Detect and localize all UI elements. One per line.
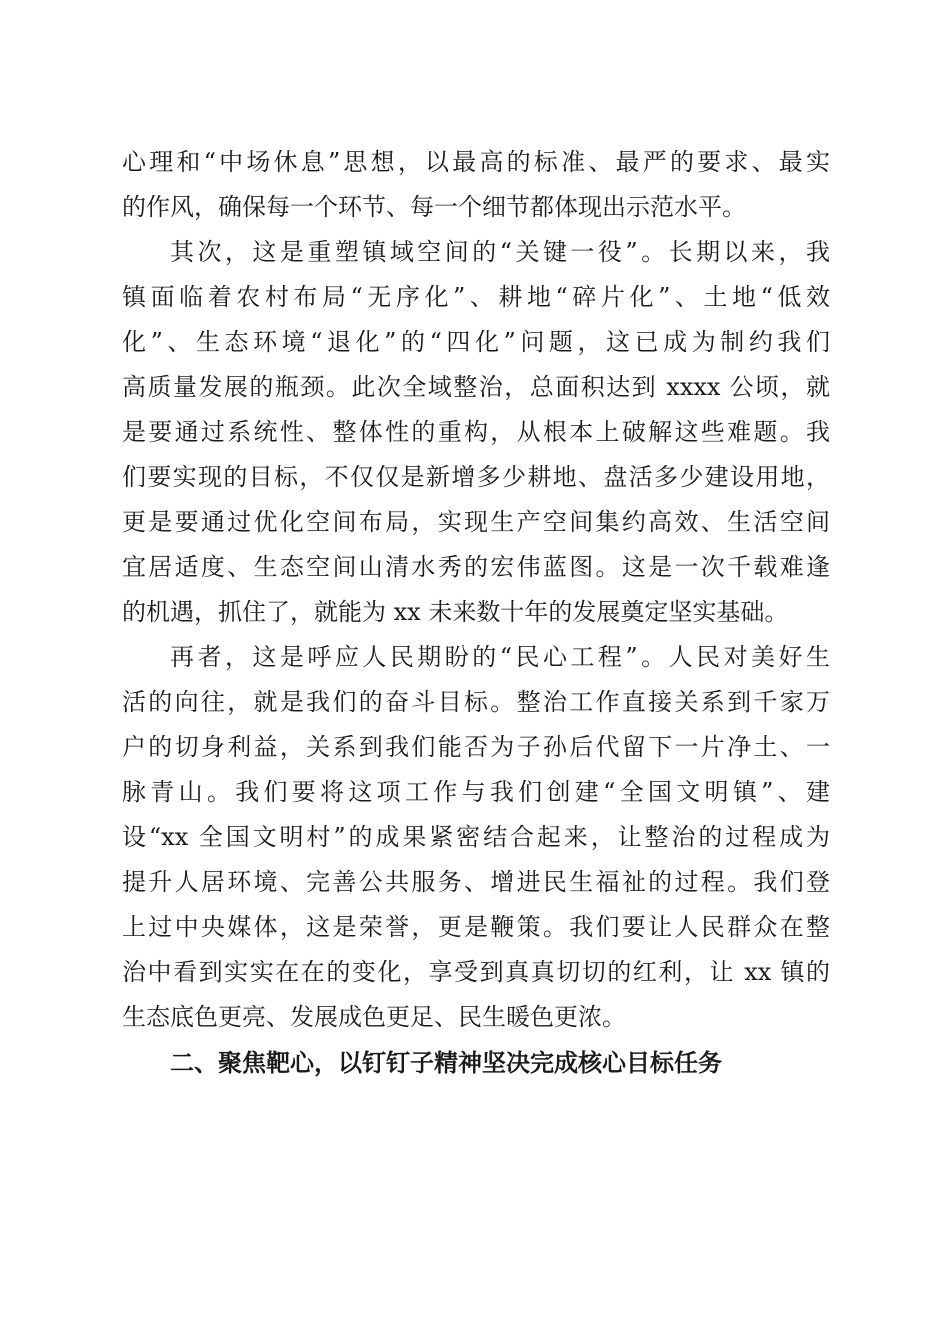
paragraph-3-line-1: 再者，这是呼应人民期盼的“民心工程”。人民对美好生 <box>170 643 830 671</box>
paragraph-2-line-6: 们要实现的目标，不仅仅是新增多少耕地、盘活多少建设用地， <box>122 463 830 491</box>
paragraph-3-line-7: 上过中央媒体，这是荣誉，更是鞭策。我们要让人民群众在整 <box>122 913 830 941</box>
paragraph-2-line-7: 更是要通过优化空间布局，实现生产空间集约高效、生活空间 <box>122 508 830 536</box>
paragraph-1-line-1: 心理和“中场休息”思想，以最高的标准、最严的要求、最实 <box>122 148 830 176</box>
paragraph-3-line-4: 脉青山。我们要将这项工作与我们创建“全国文明镇”、建 <box>122 778 830 806</box>
paragraph-2-line-9: 的机遇，抓住了，就能为 xx 未来数十年的发展奠定坚实基础。 <box>122 598 789 626</box>
paragraph-2-line-3: 化”、生态环境“退化”的“四化”问题，这已成为制约我们 <box>122 328 830 356</box>
paragraph-1-line-2: 的作风，确保每一个环节、每一个细节都体现出示范水平。 <box>122 193 746 221</box>
paragraph-3-line-9: 生态底色更亮、发展成色更足、民生暖色更浓。 <box>122 1003 626 1031</box>
paragraph-2-line-8: 宜居适度、生态空间山清水秀的宏伟蓝图。这是一次千载难逢 <box>122 553 830 581</box>
paragraph-3-line-3: 户的切身利益，关系到我们能否为子孙后代留下一片净土、一 <box>122 733 830 761</box>
paragraph-3-line-5: 设“xx 全国文明村”的成果紧密结合起来，让整治的过程成为 <box>122 823 830 851</box>
paragraph-3-line-6: 提升人居环境、完善公共服务、增进民生福祉的过程。我们登 <box>122 868 830 896</box>
section-heading: 二、聚焦靶心，以钉钉子精神坚决完成核心目标任务 <box>170 1049 722 1077</box>
paragraph-2-line-1: 其次，这是重塑镇域空间的“关键一役”。长期以来，我 <box>170 238 830 266</box>
paragraph-2-line-4: 高质量发展的瓶颈。此次全域整治，总面积达到 xxxx 公顷，就 <box>122 373 830 401</box>
paragraph-2-line-2: 镇面临着农村布局“无序化”、耕地“碎片化”、土地“低效 <box>122 283 830 311</box>
paragraph-2-line-5: 是要通过系统性、整体性的重构，从根本上破解这些难题。我 <box>122 418 830 446</box>
paragraph-3-line-2: 活的向往，就是我们的奋斗目标。整治工作直接关系到千家万 <box>122 688 830 716</box>
paragraph-3-line-8: 治中看到实实在在的变化，享受到真真切切的红利，让 xx 镇的 <box>122 958 830 986</box>
